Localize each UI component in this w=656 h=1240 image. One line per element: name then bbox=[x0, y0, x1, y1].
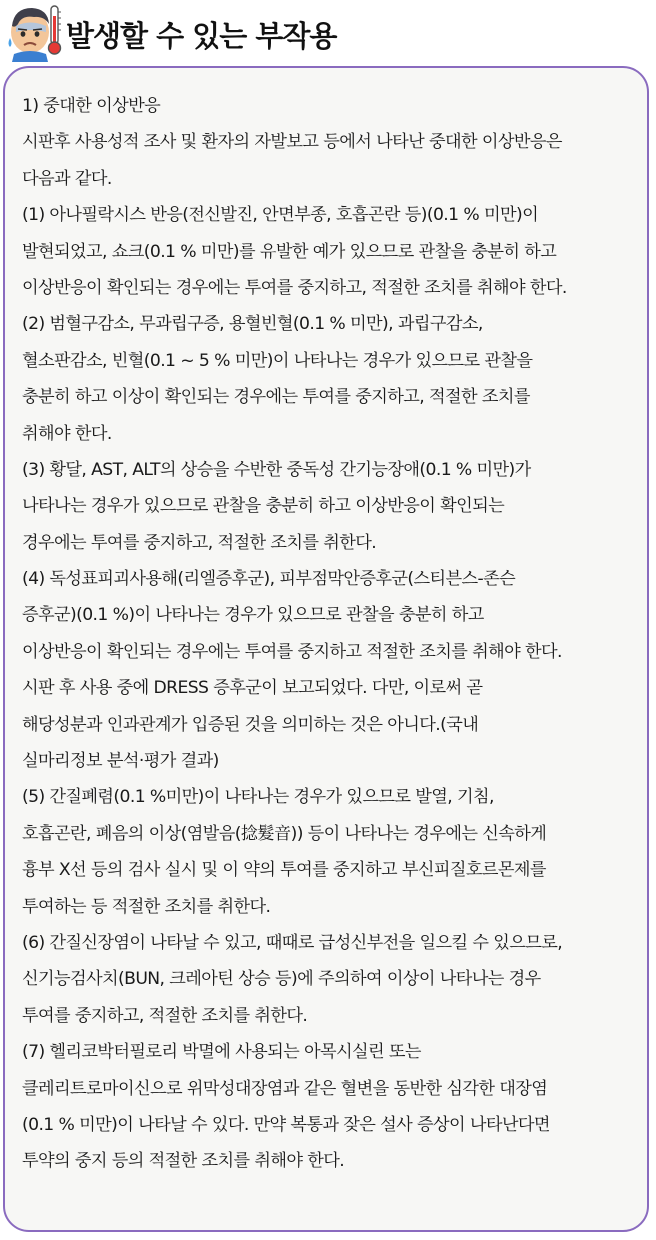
text-line: 해당성분과 인과관계가 입증된 것을 의미하는 것은 아니다.(국내 bbox=[22, 714, 479, 735]
text-line: 취해야 한다. bbox=[22, 423, 112, 444]
text-line: 흉부 X선 등의 검사 실시 및 이 약의 투여를 중지하고 부신피질호르몬제를 bbox=[22, 860, 546, 881]
sick-person-thermometer-icon bbox=[4, 2, 66, 62]
text-line: 호흡곤란, 폐음의 이상(염발음(捻髮音)) 등이 나타나는 경우에는 신속하게 bbox=[22, 823, 547, 844]
side-effects-text bbox=[22, 88, 647, 1180]
text-line: 투여하는 등 적절한 조치를 취한다. bbox=[22, 896, 271, 917]
text-line: 다음과 같다. bbox=[22, 168, 112, 189]
text-line: (1) 아나필락시스 반응(전신발진, 안면부종, 호흡곤란 등)(0.1 % 미만)이 bbox=[22, 205, 539, 226]
text-line: 투약의 중지 등의 적절한 조치를 취해야 한다. bbox=[22, 1151, 345, 1172]
text-line: (4) 독성표피괴사용해(리엘증후군), 피부점막안증후군(스티븐스-존슨 bbox=[22, 569, 516, 590]
text-line: 투여를 중지하고, 적절한 조치를 취한다. bbox=[22, 1005, 308, 1026]
text-line: 나타나는 경우가 있으므로 관찰을 충분히 하고 이상반응이 확인되는 bbox=[22, 496, 505, 517]
text-line: 실마리정보 분석·평가 결과) bbox=[22, 751, 219, 772]
text-line: 시판 후 사용 중에 DRESS 증후군이 보고되었다. 다만, 이로써 곧 bbox=[22, 678, 483, 699]
text-line: (3) 황달, AST, ALT의 상승을 수반한 중독성 간기능장애(0.1 % 미만)가 bbox=[22, 459, 531, 480]
text-line: 증후군)(0.1 %)이 나타나는 경우가 있으므로 관찰을 충분히 하고 bbox=[22, 605, 484, 626]
text-line: (6) 간질신장염이 나타날 수 있고, 때때로 급성신부전을 일으킬 수 있으므로, bbox=[22, 932, 563, 953]
page-title: 발생할 수 있는 부작용 bbox=[66, 19, 337, 53]
text-line: (5) 간질폐렴(0.1 %미만)이 나타나는 경우가 있으므로 발열, 기침, bbox=[22, 787, 494, 808]
text-line: 혈소판감소, 빈혈(0.1 ~ 5 % 미만)이 나타나는 경우가 있으므로 관찰을 bbox=[22, 350, 533, 371]
section-header bbox=[0, 0, 656, 64]
text-line: 1) 중대한 이상반응 bbox=[22, 96, 161, 116]
text-line: 이상반응이 확인되는 경우에는 투여를 중지하고 적절한 조치를 취해야 한다. bbox=[22, 641, 562, 662]
text-line: 클레리트로마이신으로 위막성대장염과 같은 혈변을 동반한 심각한 대장염 bbox=[22, 1078, 548, 1099]
text-line: 충분히 하고 이상이 확인되는 경우에는 투여를 중지하고, 적절한 조치를 bbox=[22, 387, 530, 408]
text-line: 발현되었고, 쇼크(0.1 % 미만)를 유발한 예가 있으므로 관찰을 충분히 하고 bbox=[22, 241, 557, 262]
text-line: 신기능검사치(BUN, 크레아틴 상승 등)에 주의하여 이상이 나타나는 경우 bbox=[22, 969, 541, 990]
text-line: 이상반응이 확인되는 경우에는 투여를 중지하고, 적절한 조치를 취해야 한다. bbox=[22, 277, 567, 298]
text-line: (2) 범혈구감소, 무과립구증, 용혈빈혈(0.1 % 미만), 과립구감소, bbox=[22, 314, 483, 335]
text-line: 경우에는 투여를 중지하고, 적절한 조치를 취한다. bbox=[22, 532, 377, 553]
text-line: 시판후 사용성적 조사 및 환자의 자발보고 등에서 나타난 중대한 이상반응은 bbox=[22, 132, 562, 153]
text-line: (7) 헬리코박터필로리 박멸에 사용되는 아목시실린 또는 bbox=[22, 1042, 421, 1063]
text-line: (0.1 % 미만)이 나타날 수 있다. 만약 복통과 잦은 설사 증상이 나타난다면 bbox=[22, 1114, 550, 1135]
side-effects-card bbox=[3, 66, 649, 1232]
